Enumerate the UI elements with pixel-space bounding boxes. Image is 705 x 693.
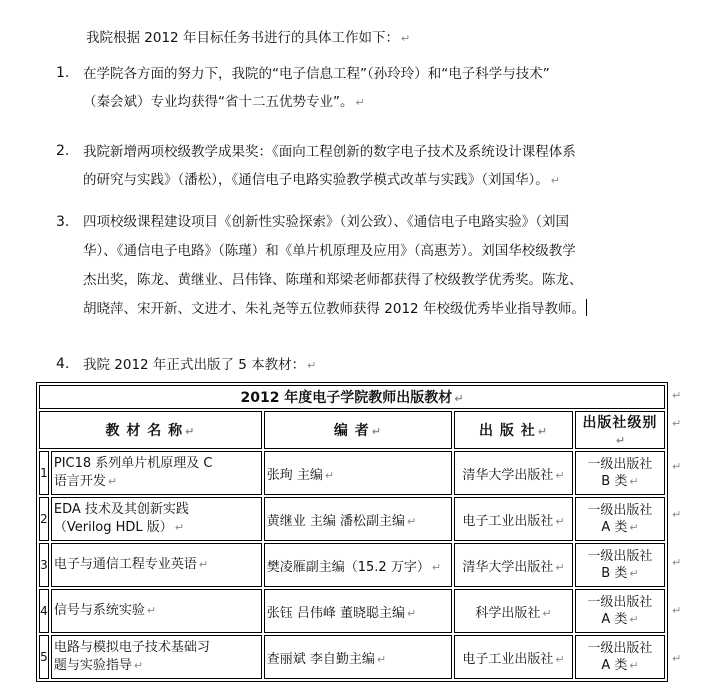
- textbook-table: [36, 382, 668, 682]
- item-line: （秦会斌）专业均获得“省十二五优势专业”。: [83, 94, 354, 110]
- item-line: 胡晓萍、宋开新、文进才、朱礼尧等五位教师获得 2012 年校级优秀毕业指导教师。: [83, 301, 585, 317]
- list-item-1: [83, 60, 550, 117]
- row-end-mark: ↵: [672, 508, 682, 521]
- row-number: 1: [39, 451, 49, 495]
- table-row: [39, 589, 665, 633]
- book-title: 信号与系统实验 ↵: [51, 589, 262, 633]
- header-editor: 编 者 ↵: [264, 411, 452, 449]
- list-item-2: [83, 138, 576, 195]
- item-number: 2.: [56, 143, 70, 159]
- publisher-level: 一级出版社 A 类 ↵: [575, 497, 665, 541]
- table-row: [39, 635, 665, 679]
- table-header-row: [39, 411, 665, 449]
- paragraph-mark: ↵: [355, 96, 365, 109]
- book-title: EDA 技术及其创新实践 （Verilog HDL 版） ↵: [51, 497, 262, 541]
- cell-mark: ↵: [454, 392, 464, 405]
- book-editor: 张钰 吕伟峰 董晓聪主编 ↵: [264, 589, 452, 633]
- header-title: 教 材 名 称 ↵: [39, 411, 262, 449]
- table-row: [39, 497, 665, 541]
- intro-text: 我院根据 2012 年目标任务书进行的具体工作如下：: [86, 30, 399, 46]
- paragraph-mark: ↵: [550, 174, 560, 187]
- text-cursor: [586, 299, 588, 316]
- item-line: 杰出奖，陈龙、黄继业、吕伟锋、陈瑾和郑梁老师都获得了校级教学优秀奖。陈龙、: [83, 272, 583, 288]
- publisher-level: 一级出版社 B 类 ↵: [575, 543, 665, 587]
- publisher-level: 一级出版社 A 类 ↵: [575, 589, 665, 633]
- book-publisher: 电子工业出版社 ↵: [454, 497, 573, 541]
- table-title: 2012 年度电子学院教师出版教材 ↵: [39, 385, 665, 409]
- item-number: 3.: [56, 214, 70, 230]
- list-item-3: [83, 208, 587, 324]
- row-number: 4: [39, 589, 49, 633]
- book-publisher: 科学出版社 ↵: [454, 589, 573, 633]
- item-line: 的研究与实践》（潘松），《通信电子电路实验教学模式改革与实践》（刘国华）。: [83, 172, 549, 188]
- item-line: 我院 2012 年正式出版了 5 本教材：: [83, 357, 306, 373]
- publisher-level: 一级出版社 A 类 ↵: [575, 635, 665, 679]
- book-editor: 黄继业 主编 潘松副主编 ↵: [264, 497, 452, 541]
- book-title: 电子与通信工程专业英语 ↵: [51, 543, 262, 587]
- row-end-mark: ↵: [672, 417, 682, 430]
- book-editor: 查丽斌 李自勤主编 ↵: [264, 635, 452, 679]
- table-row: [39, 543, 665, 587]
- list-item-4: [83, 351, 316, 380]
- item-line: 在学院各方面的努力下，我院的“电子信息工程”（孙玲玲）和“电子科学与技术”: [83, 66, 550, 82]
- book-editor: 樊凌雁副主编（15.2 万字） ↵: [264, 543, 452, 587]
- publisher-level: 一级出版社 B 类 ↵: [575, 451, 665, 495]
- row-number: 5: [39, 635, 49, 679]
- row-end-mark: ↵: [672, 460, 682, 473]
- row-end-mark: ↵: [672, 652, 682, 665]
- book-publisher: 电子工业出版社 ↵: [454, 635, 573, 679]
- book-title: PIC18 系列单片机原理及 C 语言开发 ↵: [51, 451, 262, 495]
- book-publisher: 清华大学出版社 ↵: [454, 451, 573, 495]
- intro-paragraph: [86, 24, 410, 53]
- item-number: 4.: [56, 356, 70, 372]
- item-line: 我院新增两项校级教学成果奖：《面向工程创新的数字电子技术及系统设计课程体系: [83, 144, 576, 160]
- item-line: 四项校级课程建设项目《创新性实验探索》（刘公致）、《通信电子电路实验》（刘国: [83, 214, 569, 230]
- row-number: 3: [39, 543, 49, 587]
- row-end-mark: ↵: [672, 604, 682, 617]
- header-publisher: 出 版 社 ↵: [454, 411, 573, 449]
- item-line: 华）、《通信电子电路》（陈瑾）和《单片机原理及应用》（高惠芳）。刘国华校级教学: [83, 243, 576, 259]
- table-row: [39, 451, 665, 495]
- row-end-mark: ↵: [672, 556, 682, 569]
- paragraph-mark: ↵: [400, 32, 411, 45]
- book-title: 电路与模拟电子技术基础习 题与实验指导 ↵: [51, 635, 262, 679]
- book-editor: 张珣 主编 ↵: [264, 451, 452, 495]
- header-level: 出版社级别↵: [575, 411, 665, 449]
- item-number: 1.: [56, 65, 70, 81]
- row-end-mark: ↵: [672, 389, 682, 402]
- book-publisher: 清华大学出版社 ↵: [454, 543, 573, 587]
- paragraph-mark: ↵: [307, 359, 317, 372]
- row-number: 2: [39, 497, 49, 541]
